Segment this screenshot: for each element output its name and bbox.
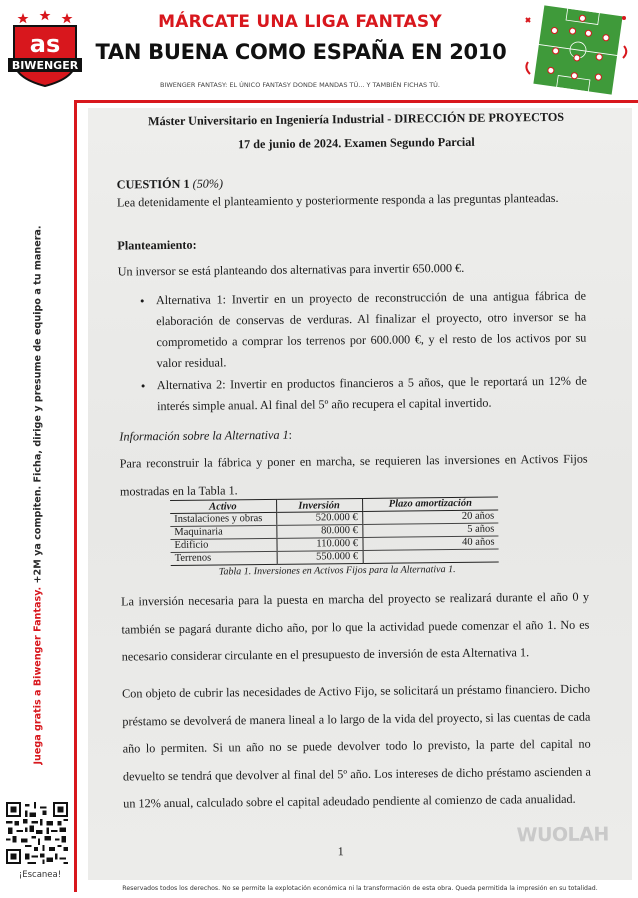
investment-paragraph: La inversión necesaria para la puesta en marcha del proyecto se realizará durante el año 0 y también se pagará durante dicho año, por lo que la actividad puede comenzar el año 1. No es necesario considerar circulante en el presupuesto de inversión de esta Alternativa 1. [121,589,590,664]
page-number: 1 [337,844,344,859]
banner-tagline: BIWENGER FANTASY: EL ÚNICO FANTASY DONDE MANDAS TÚ... Y TAMBIÉN FICHAS TÚ. [159,81,440,89]
alternative-2-text: Alternativa 2: Invertir en productos financieros a 5 años, que le reportará un 12% de interés simple anual. Al final del 5º año recupera el capital invertido. [156,373,587,414]
info-text: Para reconstruir la fábrica y poner en marcha, se requieren las inversiones en Activos Fijos mostradas en la Tabla 1. [119,451,588,499]
banner-headline-main: TAN BUENA COMO ESPAÑA EN 2010 [95,40,507,64]
table-header: Plazo amortización [362,497,498,511]
document-title: Máster Universitario en Ingeniería Industrial - DIRECCIÓN DE PROYECTOS [148,109,565,129]
svg-text:as: as [29,30,61,58]
loan-paragraph: Con objeto de cubrir las necesidades de Activo Fijo, se solicitará un préstamo financiero. Dicho préstamo se devolverá de manera lineal a lo largo de la vida del proyecto, si las cuentas de cada año lo permiten. Si un año no se puede devolver todo lo previsto, la parte del capital no devuelto se tendrá que devolver al final del 5º año. Los intereses de dicho préstamo ascienden a un 12% anual, calculado sobre el capital adeudado pendiente al comienzo de cada anualidad. [122,681,591,811]
intro-text: Un inversor se está planteando dos alternativas para invertir 650.000 €. [117,260,465,279]
football-pitch-illustration [520,4,632,96]
table-caption: Tabla 1. Inversiones en Activos Fijos para la Alternativa 1. [218,564,456,578]
footer-copyright: Reservados todos los derechos. No se permite la explotación económica ni la transformación de esta obra. Queda permitida la impresión en su totalidad. [122,885,598,892]
as-biwenger-logo [6,8,84,88]
side-promo-rest: +2M ya compiten. Ficha, dirige y presume de equipo a tu manera. [32,225,44,587]
instructions-text: Lea detenidamente el planteamiento y posteriormente responda a las preguntas planteadas. [116,190,559,210]
ad-banner[interactable] [0,0,638,100]
question-heading: CUESTIÓN 1 (50%) [116,176,224,192]
side-promo-text[interactable] [28,200,48,790]
svg-text:BIWENGER: BIWENGER [11,59,79,72]
table-row: Terrenos 550.000 € [171,549,499,565]
document-date: 17 de junio de 2024. Examen Segundo Parcial [237,134,475,152]
alternative-1-text: Alternativa 1: Invertir en un proyecto de reconstrucción de una antigua fábrica de elaboración de conservas de verduras. Al finalizar el proyecto, otro inversor se ha comprometido a comprar los terrenos por 600.000 €, y el resto de los activos por su valor residual. [155,288,587,371]
table-header: Inversión [276,498,362,512]
investment-table [170,497,499,566]
banner-headline-top: MÁRCATE UNA LIGA FANTASY [158,12,442,32]
bullet-dot: • [139,293,145,309]
frame-left-border [74,100,77,892]
info-heading: Información sobre la Alternativa 1: [119,427,293,444]
wuolah-watermark: WUOLAH [516,823,609,847]
qr-code-icon[interactable] [6,802,68,864]
table-row: Maquinaria 80.000 € 5 años [170,523,498,539]
scanned-document [88,108,632,880]
planteamiento-heading: Planteamiento: [117,237,197,253]
table-row: Edificio 110.000 € 40 años [170,536,498,552]
table-header: Activo [170,499,276,513]
side-promo-highlight: Juega gratis a Biwenger Fantasy. [32,586,44,765]
frame-top-border [74,100,638,103]
bullet-dot: • [140,378,146,394]
table-row: Instalaciones y obras 520.000 € 20 años [170,510,498,526]
qr-scan-label: ¡Escanea! [18,870,62,880]
